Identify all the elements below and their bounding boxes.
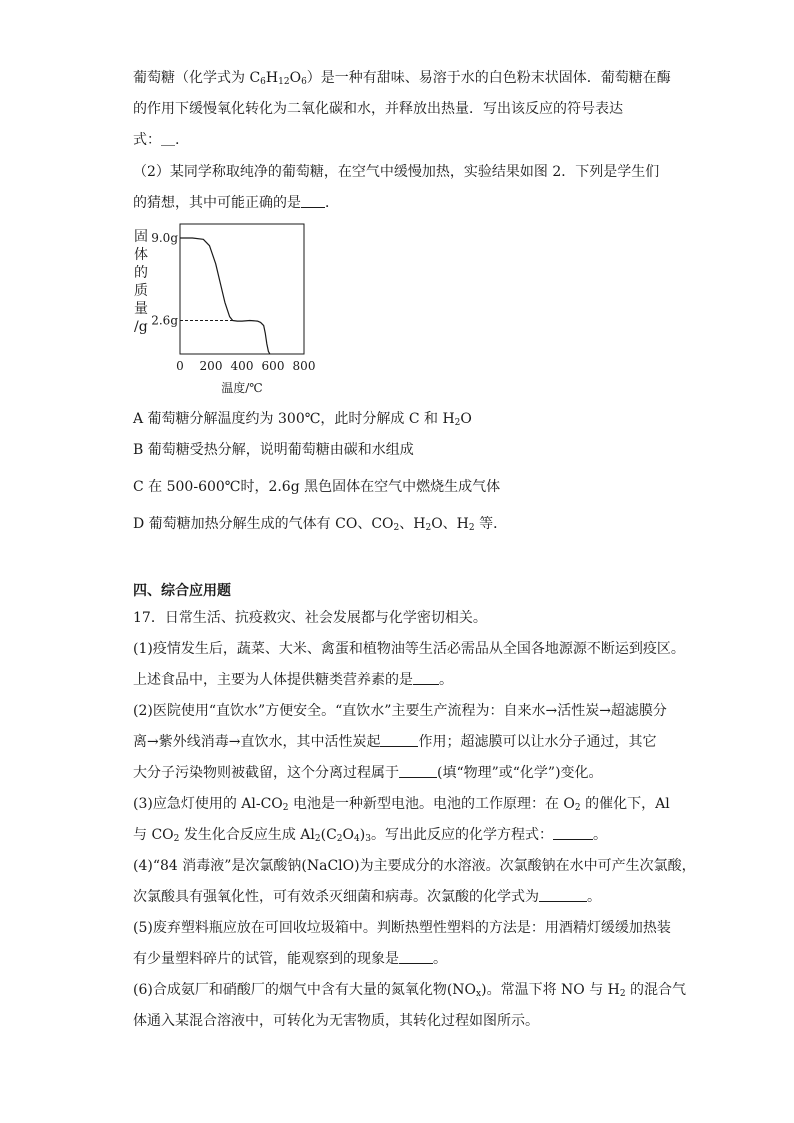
- question-2-line-1: （2）某同学称取纯净的葡萄糖，在空气中缓慢加热，实验结果如图 2．下列是学生们: [133, 164, 660, 180]
- x-axis-label: 温度/℃: [221, 381, 263, 395]
- part-4-line-1: (4)“84 消毒液”是次氯酸钠(NaClO)为主要成分的水溶液。次氯酸钠在水中可产生次氯酸，: [133, 858, 696, 874]
- answer-blank: [539, 888, 587, 902]
- x-tick-label: 400: [230, 359, 254, 373]
- y-axis-label-char: 量: [134, 301, 148, 317]
- option-c: C 在 500-600℃时，2.6g 黑色固体在空气中燃烧生成气体: [133, 479, 501, 495]
- intro-line-3: 式：＿.: [133, 132, 180, 148]
- option-a: A 葡萄糖分解温度约为 300℃，此时分解成 C 和 $H_2O$: [133, 411, 472, 428]
- part-1-line-1: (1)疫情发生后，蔬菜、大米、禽蛋和植物油等生活必需品从全国各地源源不断运到疫区。: [133, 641, 685, 657]
- plot-frame: [180, 224, 304, 354]
- part-6-line-2: 体通入某混合溶液中，可转化为无害物质，其转化过程如图所示。: [133, 1013, 539, 1029]
- part-1-line-2: 上述食品中，主要为人体提供糖类营养素的是 。: [133, 672, 453, 688]
- mass-temperature-chart: [130, 218, 330, 400]
- y-axis-label-char: /g: [134, 319, 148, 335]
- y-axis-label-char: 固: [134, 229, 148, 245]
- option-b: B 葡萄糖受热分解，说明葡萄糖由碳和水组成: [133, 442, 414, 458]
- answer-blank: [413, 671, 439, 685]
- x-tick-label: 0: [176, 359, 184, 373]
- y-axis-label-char: 体: [134, 247, 148, 263]
- option-d: D 葡萄糖加热分解生成的气体有 CO、$CO_2$、$H_2O$、$H_2$ 等．: [133, 516, 508, 533]
- part-3-line-1: (3)应急灯使用的 $Al-CO_2$ 电池是一种新型电池。电池的工作原理：在 $O_2$ 的催化下，Al: [133, 796, 670, 813]
- y-value-label: 2.6g: [151, 313, 178, 328]
- chart-svg: [130, 218, 330, 400]
- x-tick-label: 800: [292, 359, 316, 373]
- x-tick-label: 200: [199, 359, 223, 373]
- part-5-line-2: 有少量塑料碎片的试管，能观察到的现象是 。: [133, 951, 447, 967]
- intro-line-1: 葡萄糖（化学式为 $C_6H_{12}O_6$）是一种有甜味、易溶于水的白色粉末状固体．葡萄糖在酶: [133, 70, 671, 87]
- x-tick-label: 600: [261, 359, 285, 373]
- answer-blank: [301, 194, 325, 208]
- section-heading: 四、综合应用题: [133, 583, 231, 599]
- part-2-line-1: (2)医院使用“直饮水”方便安全。“直饮水”主要生产流程为：自来水→活性炭→超滤膜分: [133, 703, 667, 719]
- part-6-line-1: (6)合成氨厂和硝酸厂的烟气中含有大量的氮氧化物$(NO_x)$。常温下将 NO 与 $H_2$ 的混合气: [133, 982, 687, 999]
- part-3-line-2: 与 $CO_2$ 发生化合反应生成 $Al_2(C_2O_4)_3$。写出此反应的化学方程式： 。: [133, 827, 607, 844]
- y-axis-label-char: 的: [134, 265, 148, 281]
- intro-line-2: 的作用下缓慢氧化转化为二氧化碳和水，并释放出热量．写出该反应的符号表达: [133, 101, 623, 117]
- answer-blank: [399, 764, 437, 778]
- y-axis-label-char: 质: [134, 283, 148, 299]
- question-2-line-2: 的猜想，其中可能正确的是 ．: [133, 195, 339, 211]
- y-value-label: 9.0g: [151, 231, 178, 245]
- mass-curve: [180, 238, 270, 354]
- part-5-line-1: (5)废弃塑料瓶应放在可回收垃圾箱中。判断热塑性塑料的方法是：用酒精灯缓缓加热装: [133, 920, 671, 936]
- part-2-line-2: 离→紫外线消毒→直饮水，其中活性炭起 作用；超滤膜可以让水分子通过，其它: [133, 734, 657, 750]
- answer-blank: [380, 733, 418, 747]
- question-17: 17．日常生活、抗疫救灾、社会发展都与化学密切相关。: [133, 610, 487, 626]
- part-2-line-3: 大分子污染物则被截留，这个分离过程属于 (填“物理”或“化学”)变化。: [133, 765, 603, 781]
- answer-blank: [399, 950, 433, 964]
- part-4-line-2: 次氯酸具有强氧化性，可有效杀灭细菌和病毒。次氯酸的化学式为 。: [133, 889, 601, 905]
- answer-blank: [553, 826, 593, 840]
